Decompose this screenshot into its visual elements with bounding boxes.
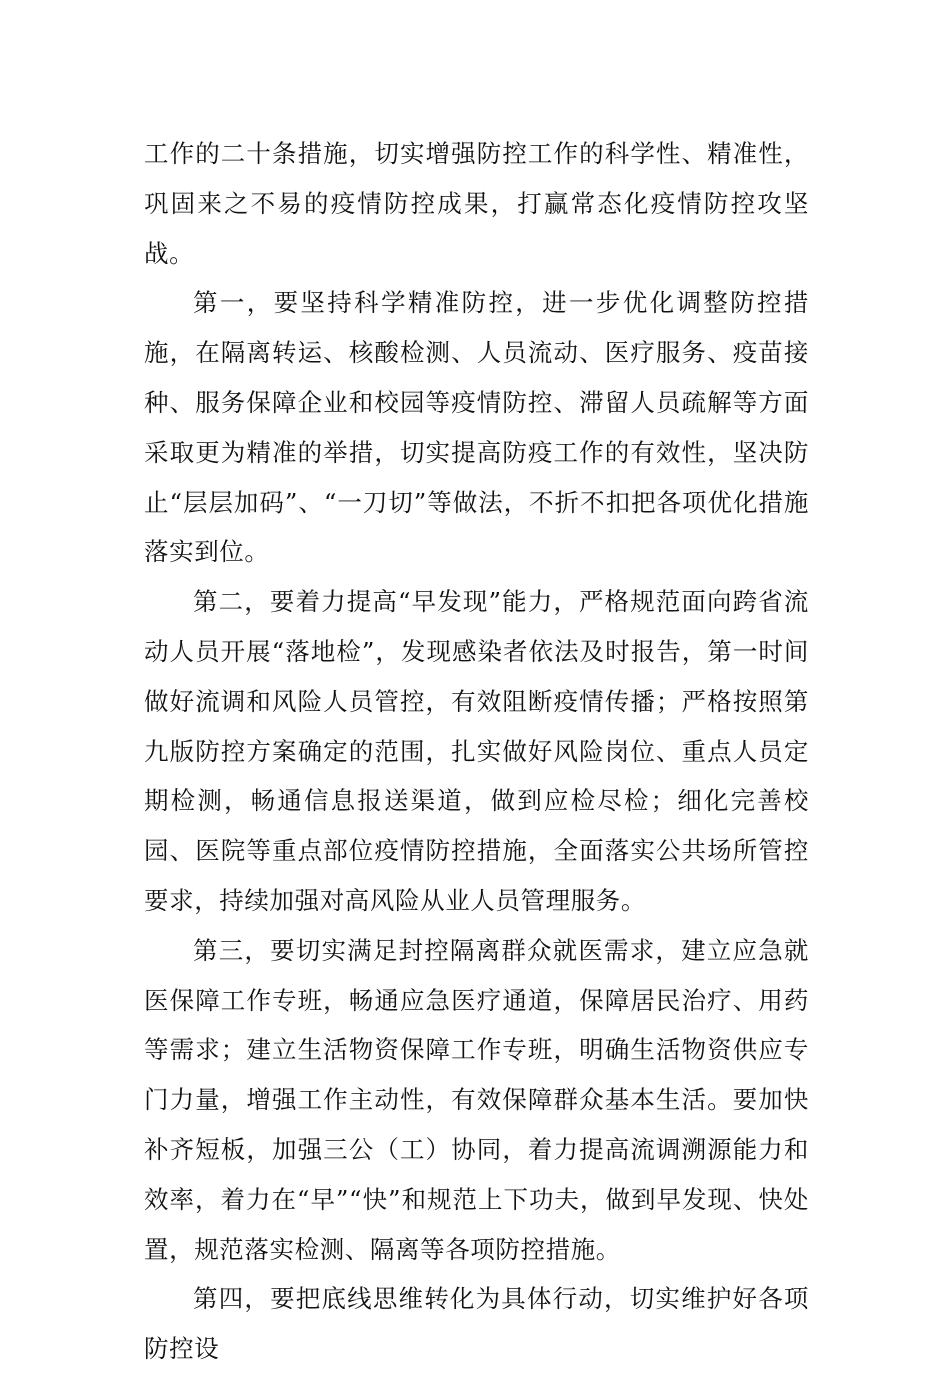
paragraph-second-measure: 第二，要着力提高“早发现”能力，严格规范面向跨省流动人员开展“落地检”，发现感染者依法及时报告，第一时间做好流调和风险人员管控，有效阻断疫情传播；严格按照第九版防控方案确定的范围，扎实做好风险岗位、重点人员定期检测，畅通信息报送渠道，做到应检尽检；细化完善校园、医院等重点部位疫情防控措施，全面落实公共场所管控要求，持续加强对高风险从业人员管理服务。 bbox=[144, 587, 809, 915]
paragraph-fourth-measure: 第四，要把底线思维转化为具体行动，切实维护好各项防控设 bbox=[144, 1284, 809, 1364]
paragraph-continuation: 工作的二十条措施，切实增强防控工作的科学性、精准性，巩固来之不易的疫情防控成果，打赢常态化疫情防控攻坚战。 bbox=[144, 139, 809, 268]
paragraph-first-measure: 第一，要坚持科学精准防控，进一步优化调整防控措施，在隔离转运、核酸检测、人员流动、医疗服务、疫苗接种、服务保障企业和校园等疫情防控、滞留人员疏解等方面采取更为精准的举措，切实提高防疫工作的有效性，坚决防止“层层加码”、“一刀切”等做法，不折不扣把各项优化措施落实到位。 bbox=[144, 288, 809, 567]
document-body bbox=[144, 129, 809, 1374]
paragraph-third-measure: 第三，要切实满足封控隔离群众就医需求，建立应急就医保障工作专班，畅通应急医疗通道，保障居民治疗、用药等需求；建立生活物资保障工作专班，明确生活物资供应专门力量，增强工作主动性，有效保障群众基本生活。要加快补齐短板，加强三公（工）协同，着力提高流调溯源能力和效率，着力在“早”“快”和规范上下功夫，做到早发现、快处置，规范落实检测、隔离等各项防控措施。 bbox=[144, 935, 809, 1264]
